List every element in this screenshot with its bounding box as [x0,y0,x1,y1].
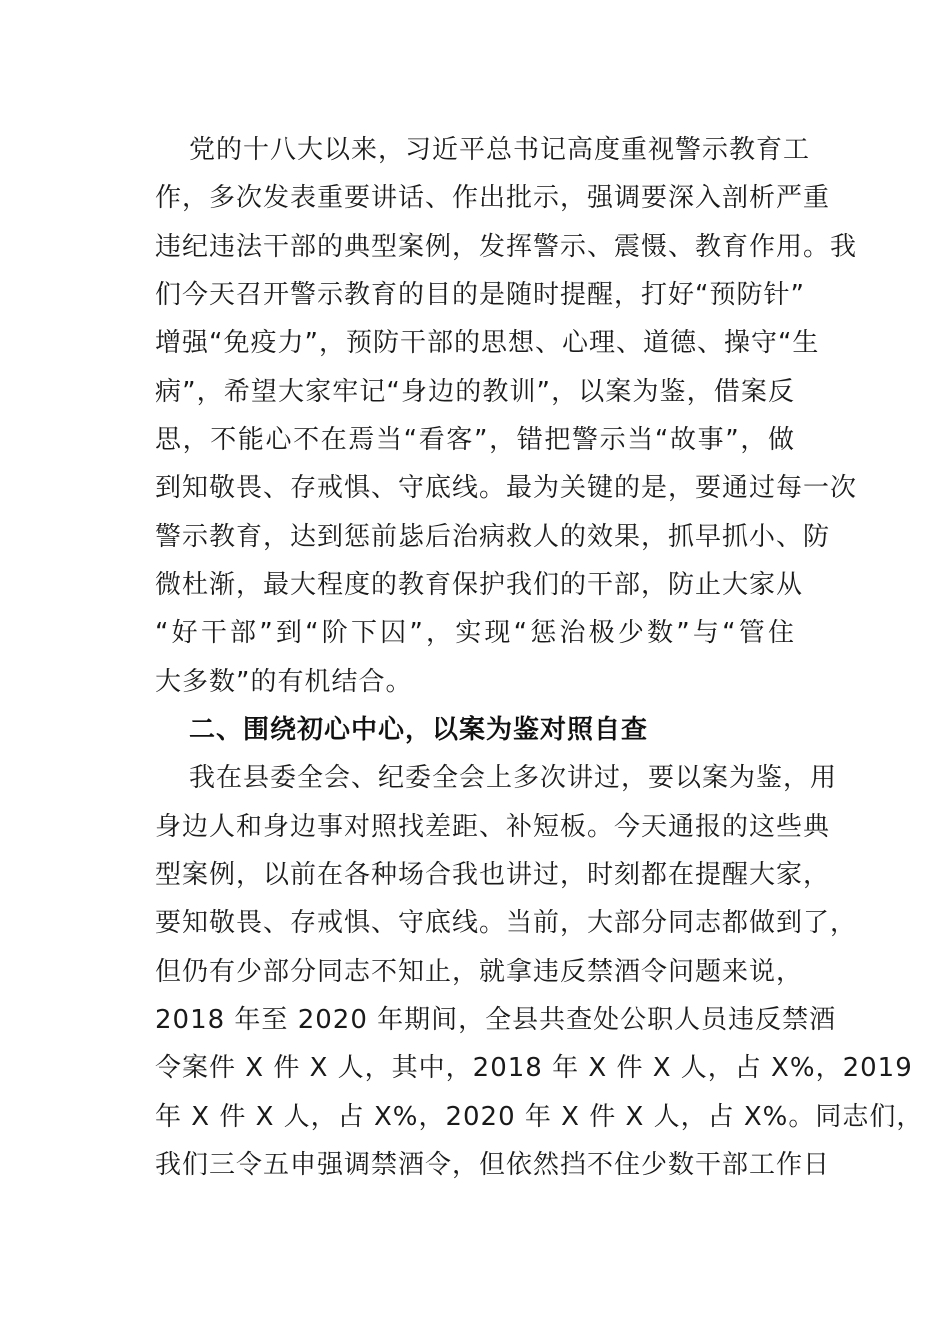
paragraph-1-line-9: 警示教育，达到惩前毖后治病救人的效果，抓早抓小、防 [155,522,831,552]
paragraph-2-line-7: 令案件 X 件 X 人，其中，2018 年 X 件 X 人，占 X%，2019 [155,1053,913,1083]
paragraph-2-line-5: 但仍有少部分同志不知止，就拿违反禁酒令问题来说， [155,957,804,987]
paragraph-2-line-1: 我在县委全会、纪委全会上多次讲过，要以案为鉴，用 [189,763,838,793]
paragraph-1-line-6: 病”，希望大家牢记“身边的教训”，以案为鉴，借案反 [155,377,795,407]
paragraph-2-line-4: 要知敬畏、存戒惧、守底线。当前，大部分同志都做到了， [155,908,858,938]
paragraph-1-line-3: 违纪违法干部的典型案例，发挥警示、震慑、教育作用。我 [155,232,858,262]
paragraph-1-line-2: 作，多次发表重要讲话、作出批示，强调要深入剖析严重 [155,183,831,213]
paragraph-1-line-12: 大多数”的有机结合。 [155,667,413,697]
paragraph-1-line-8: 到知敬畏、存戒惧、守底线。最为关键的是，要通过每一次 [155,473,858,503]
paragraph-1-line-4: 们今天召开警示教育的目的是随时提醒，打好“预防针” [155,280,805,310]
paragraph-1-line-11: “好干部”到“阶下囚”，实现“惩治极少数”与“管住 [155,618,795,648]
paragraph-1-line-5: 增强“免疫力”，预防干部的思想、心理、道德、操守“生 [155,328,820,358]
paragraph-1-line-1: 党的十八大以来，习近平总书记高度重视警示教育工 [189,135,811,165]
paragraph-2-line-9: 我们三令五申强调禁酒令，但依然挡不住少数干部工作日 [155,1150,831,1180]
paragraph-1-line-7: 思，不能心不在焉当“看客”，错把警示当“故事”，做 [155,425,795,455]
paragraph-1-line-10: 微杜渐，最大程度的教育保护我们的干部，防止大家从 [155,570,804,600]
paragraph-2-line-6: 2018 年至 2020 年期间，全县共查处公职人员违反禁酒 [155,1005,837,1035]
paragraph-2-line-2: 身边人和身边事对照找差距、补短板。今天通报的这些典 [155,812,831,842]
paragraph-2-line-3: 型案例，以前在各种场合我也讲过，时刻都在提醒大家， [155,860,831,890]
section-heading-2: 二、围绕初心中心，以案为鉴对照自查 [189,715,649,745]
paragraph-2-line-8: 年 X 件 X 人，占 X%，2020 年 X 件 X 人，占 X%。同志们， [155,1102,924,1132]
